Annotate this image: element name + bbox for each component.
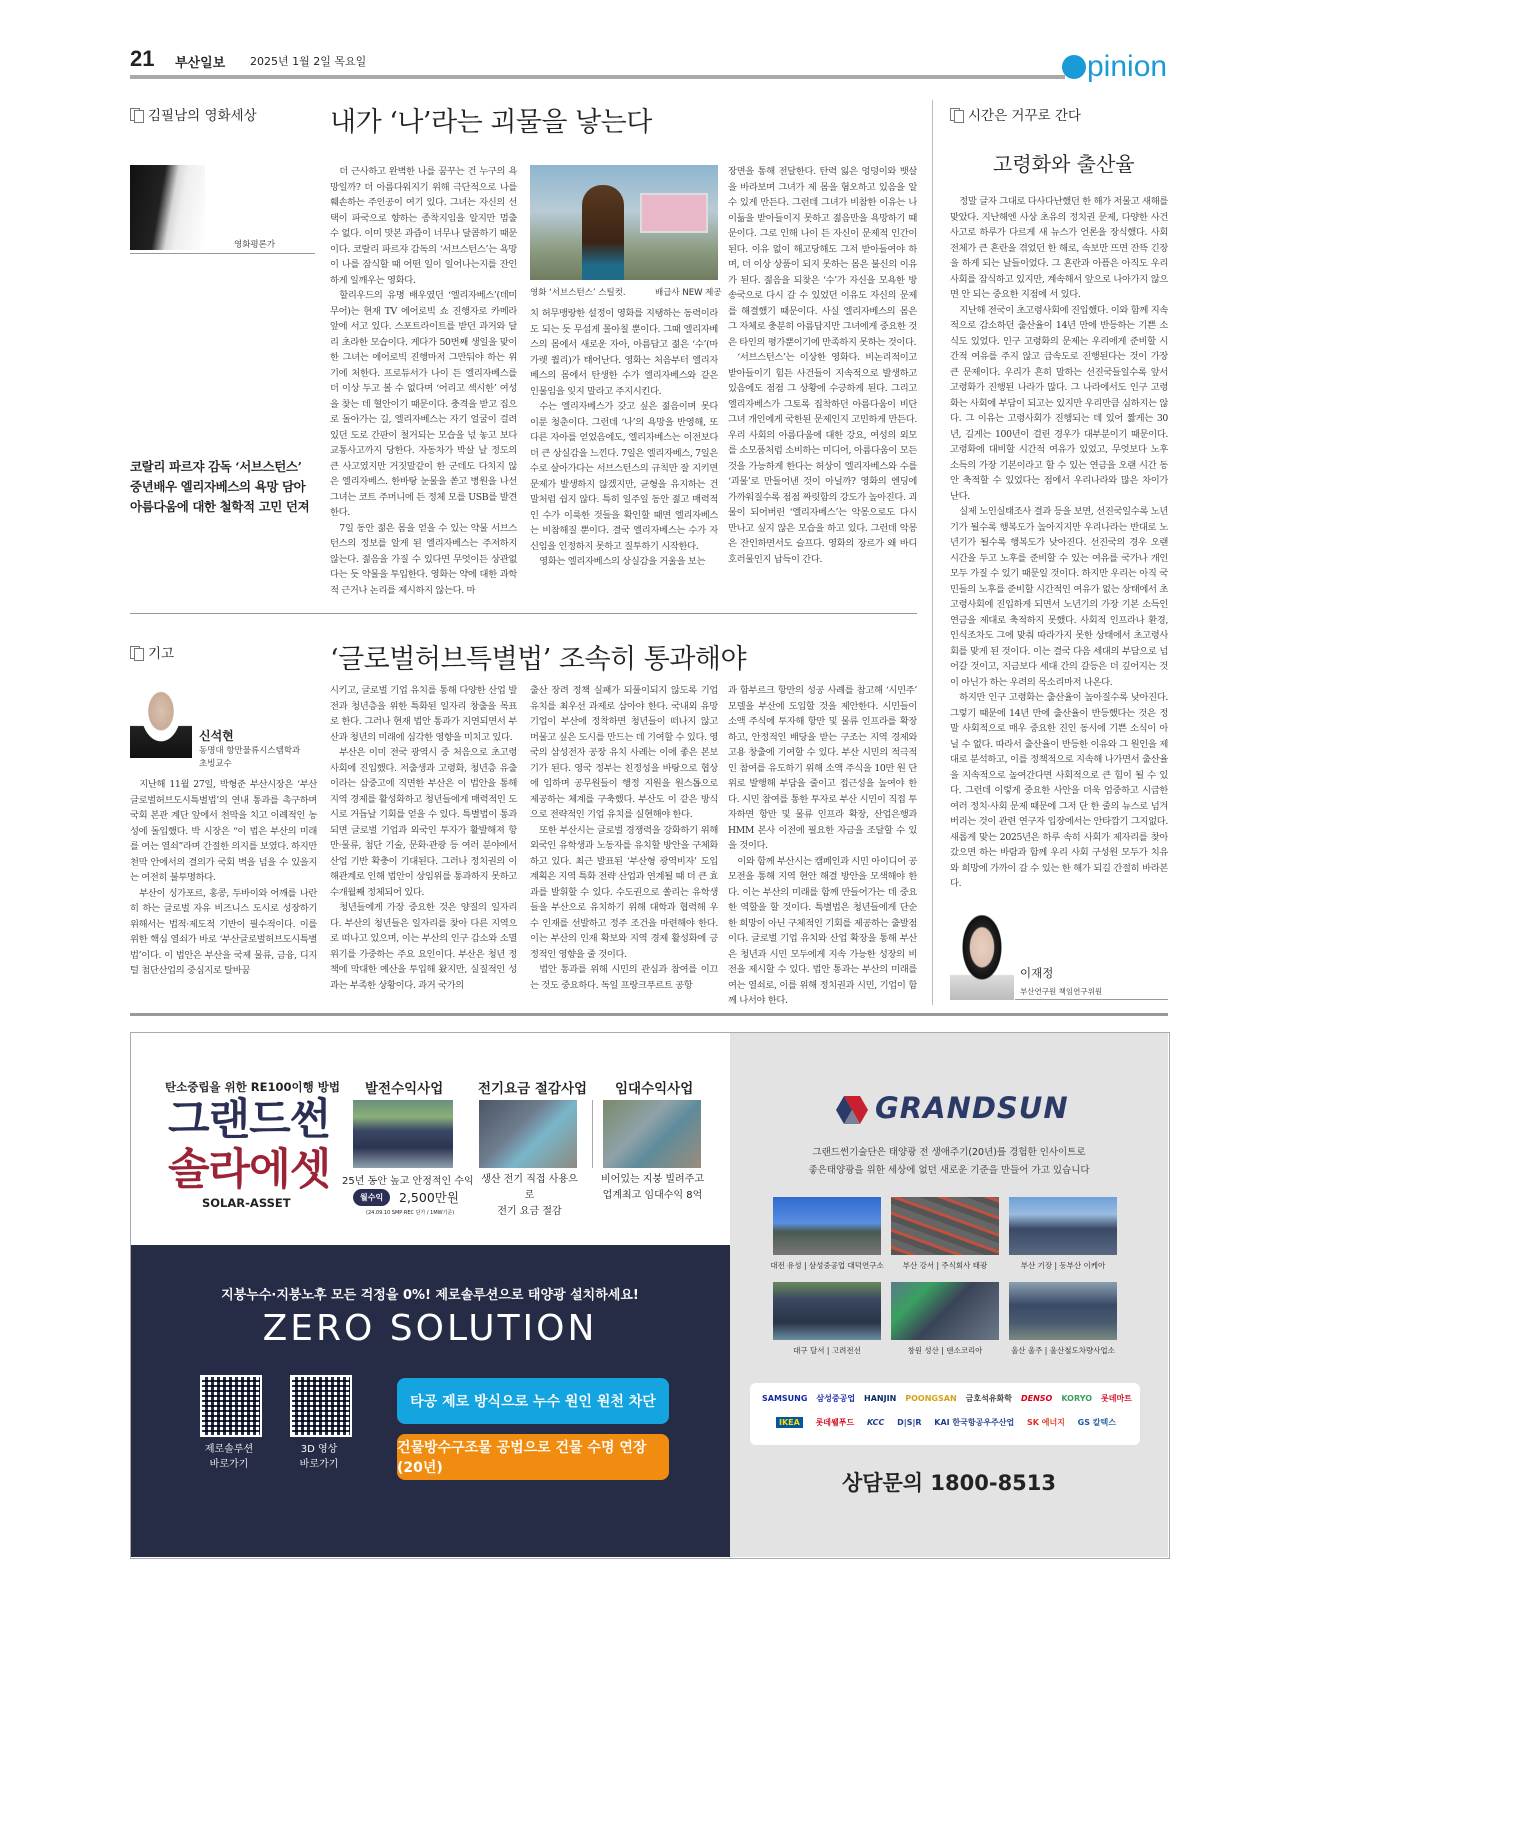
qr-label-1: 제로솔루션 바로가기 xyxy=(204,1444,254,1470)
service-title-1: 발전수익사업 xyxy=(365,1081,444,1097)
issue-date: 2025년 1월 2일 목요일 xyxy=(250,55,367,68)
partner-logo: 롯데마트 xyxy=(1101,1394,1132,1403)
photo-credit: 배급사 NEW 제공 xyxy=(655,288,722,298)
article3-body: 정말 글자 그대로 다사다난했던 한 해가 저물고 새해를 맞았다. 지난해엔 사상 초유의 정치권 문제, 다양한 사건 사고로 하루가 다르게 새 뉴스가 언론을 장식했다. 사회 전체가 큰 혼란을 겪었던 한 해로, 속보만 뜨면 잔뜩 긴장을 하게 되는 날들이었다. 그 혼란과 아픔은 아직도 우리 사회를 잠식하고 있지만, 계속해서 앞으로 나아가지 않으면 안 되는 중요한 지점에 서 있다. 지난해 전국이 초고령사회에 진입했다. 이와 함께 지속적으로 감소하던 출산율이 14년 만에 반등하는 기쁜 소식도 있었다. 인구 고령화의 문제는 우리에게 준비할 시간적 여유를 주지 않고 급속도로 진행된다는 것이 가장 큰 문제이다. 우리가 흔히 말하는 선진국들일수록 앞서 고령화가 진행된 나라가 많다. 그 나라에서도 인구 고령화는 사회에 부담이 되고는 있지만 우리만큼 심하지는 않다. 그 이유는 고령사회가 진행되는 데 있어 짧게는 30년, 길게는 100년이 걸린 경우가 대부분이기 때문이다. 고령화에 대비할 시간적 여유가 있었고, 무엇보다 노후 소득의 가장 기본이라고 할 수 있는 연금을 오랜 시간 동안 축적할 수 있었다는 점에서 우리나라와 많은 차이가 난다. 실제 노인실태조사 결과 등을 보면, 선진국일수록 노년기가 될수록 행복도가 높아지지만 우리나라는 반대로 노년기가 될수록 행복도가 낮아진다. 선진국의 경우 오랜 시간을 두고 노후를 준비할 수 있는 여유를 국가나 개인 모두 가질 수 있기 때문일 것이다. 하지만 우리는 아직 국민들의 노후를 준비할 시간적인 여유가 없는 상태에서 초고령사회에 진입하게 되면서 노년기의 가장 기본 소득인 연금을 제대로 축적하지 못했다. 사회적 인프라나 환경, 인식조차도 그에 맞춰 따라가지 못한 상태에서 초고령사회를 맞게 된 것이다. 이는 결국 다음 세대의 부담으로 넘어갈 것이고, 지금보다 세대 간의 갈등은 더 깊어지는 것이 아닌가 하는 우려의 목소리마저 나온다. 하지만 인구 고령화는 출산율이 높아질수록 낮아진다. 그렇기 때문에 14년 만에 출산율이 반등했다는 것은 정말 사회적으로 매우 중요한 진인 동시에 기쁜 소식이 아닐 수 없다. 따라서 출산율이 반등한 이유와 그 원인을 제대로 분석하고, 이를 정책적으로 지속해 나가면서 출산율을 지속적으로 높여간다면 사회적으로 큰 힘이 될 수 있다. 그런데 이렇게 중요한 사안을 더욱 엄중하고 시급한 여러 정치·사회 문제 때문에 그저 단 한 줄의 뉴스로 넘겨 버리는 것이 관련 연구자 입장에서는 안타깝기 그지없다. 새롭게 맞는 2025년은 하루 속히 사회가 제자리를 찾아갔으면 하는 바람과 함께 우리 사회 구성원 모두가 치유와 희망에 가까이 갈 수 있는 한 해가 되길 간절히 바라본다. xyxy=(950,196,1168,889)
ad-separator-rule xyxy=(130,1013,1168,1016)
grandsun-logo-text: GRANDSUN xyxy=(875,1091,1069,1125)
qr-label-2: 3D 영상 바로가기 xyxy=(299,1444,339,1470)
service-desc-3: 비어있는 지붕 빌려주고 업계최고 임대수익 8억 xyxy=(601,1174,704,1201)
book-icon xyxy=(130,645,144,659)
partner-logo: IKEA xyxy=(776,1417,803,1428)
article2-headline: ‘글로벌허브특별법’ 조속히 통과해야 xyxy=(330,644,747,675)
partner-logo: SAMSUNG xyxy=(762,1394,808,1403)
monthly-income-note: (24.09.10 SMP·REC 단가 / 1MW기준) xyxy=(366,1210,455,1216)
article2-col3: 출산 장려 정책 실패가 되풀이되지 않도록 기업 유치를 최우선 과제로 삼아야 한다. 국내외 유망 기업이 부산에 정착하면 청년들이 떠나지 않고 머물고 싶은 도시를 만드는 데 기여할 수 있다. 영국의 삼성전자 공장 유치 사례는 이에 좋은 본보기가 된다. 영국 정부는 친정성을 바탕으로 협상에 임하며 공무원들이 행정 지원을 원스톱으로 제공하는 체계를 구축했다. 부산도 이 같은 방식으로 전략적인 기업 유치를 실현해야 한다. 또한 부산시는 글로벌 경쟁력을 강화하기 위해 외국인 유학생과 노동자를 유치할 방안을 구체화하고 있다. 최근 발표된 ‘부산형 광역비자’ 도입 계획은 지역 특화 전략 산업과 연계될 때 더 큰 효과를 발휘할 수 있다. 수도권으로 쏠리는 유학생들을 부산으로 유치하기 위해 대학과 협력해 우수 인재를 선발하고 정주 조건을 마련해야 한다. 이는 부산의 인재 확보와 지역 경제 활성화에 긍정적인 영향을 줄 것이다. 법안 통과를 위해 시민의 관심과 참여를 이끄는 것도 중요하다. 독일 프랑크푸르트 공항 xyxy=(530,685,718,991)
author-affiliation: 동명대 항만물류시스템학과 초빙교수 xyxy=(199,746,301,769)
contact-phone[interactable]: 상담문의 1800-8513 xyxy=(841,1471,1057,1495)
author-name: 이재정 xyxy=(1020,966,1054,980)
building-lifespan-button[interactable]: 건물방수구조물 공법으로 건물 수명 연장(20년) xyxy=(397,1434,669,1480)
project-caption-1: 대전 유성 | 삼성중공업 대덕연구소 xyxy=(770,1261,884,1270)
partner-logo: 롯데웰푸드 xyxy=(815,1418,855,1427)
author-rule xyxy=(130,253,315,254)
article1-deck: 코랄리 파르쟈 감독 ‘서브스턴스’ 중년배우 엘리자베스의 욕망 담아 아름다움에 대한 철학적 고민 던져 xyxy=(130,459,310,514)
article-divider xyxy=(130,613,917,614)
partner-logo: KCC xyxy=(866,1418,885,1427)
paper-name: 부산일보 xyxy=(175,56,226,71)
book-icon xyxy=(950,107,964,121)
photo-figure xyxy=(582,185,624,280)
ad-brand-en: SOLAR-ASSET xyxy=(202,1196,291,1210)
column-divider xyxy=(932,100,933,1005)
partner-logo: GS 칼텍스 xyxy=(1077,1418,1116,1427)
grandsun-description: 그랜드썬기술단은 태양광 전 생애주기(20년)를 경험한 인사이트로 좋은태양광을 위한 세상에 없던 새로운 기준을 만들어 가고 있습니다 xyxy=(808,1147,1090,1176)
header-rule xyxy=(130,75,1065,79)
zero-solution-brand: ZERO SOLUTION xyxy=(262,1308,598,1349)
opinion-o-mark xyxy=(1062,55,1086,79)
book-icon xyxy=(130,107,144,121)
service-desc-1: 25년 동안 높고 안정적인 수익 xyxy=(342,1176,474,1187)
ad-brand-line1: 그랜드썬 xyxy=(168,1095,331,1145)
partner-logo: SK 에너지 xyxy=(1026,1418,1065,1427)
ad-brand-line2: 솔라에셋 xyxy=(168,1145,331,1195)
column-label-movie: 김필남의 영화세상 xyxy=(130,104,257,124)
project-caption-5: 창원 성산 | 덴소코리아 xyxy=(907,1346,983,1355)
ad-frame xyxy=(130,1032,1170,1559)
partner-logo: HANJIN xyxy=(864,1394,897,1403)
project-caption-6: 울산 울주 | 울산철도차량사업소 xyxy=(1011,1346,1115,1355)
partner-logo: KORYO xyxy=(1061,1394,1093,1403)
monthly-income-badge: 월수익 xyxy=(353,1189,390,1206)
service-title-3: 임대수익사업 xyxy=(615,1081,694,1097)
article2-col1: 지난해 11월 27일, 박형준 부산시장은 ‘부산글로벌허브도시특별법’의 연내 통과를 촉구하며 국회 본관 계단 앞에서 천막을 치고 이례적인 농성에 돌입했다. 박 시장은 “이 법은 부산의 미래를 여는 열쇠”라며 간절한 의지를 보였다. 하지만 천막 안에서의 결의가 국회 벽을 넘을 수 있을지는 여전히 불투명하다. 부산이 싱가포르, 홍콩, 두바이와 어깨를 나란히 하는 글로벌 자유 비즈니스 도시로 성장하기 위해서는 법적·제도적 기반이 필수적이다. 이를 위한 핵심 열쇠가 바로 ‘부산글로벌허브도시특별법’이다. 이 법안은 부산을 국제 물류, 금융, 디지털 첨단산업의 중심지로 탈바꿈 xyxy=(130,779,317,976)
leak-prevention-button[interactable]: 타공 제로 방식으로 누수 원인 원천 차단 xyxy=(397,1378,669,1424)
author-rule xyxy=(1015,999,1168,1000)
partner-logo: 삼성중공업 xyxy=(816,1394,856,1403)
article2-col4: 과 함부르크 항만의 성공 사례를 참고해 ‘시민주’ 모델을 부산에 도입할 것을 제안한다. 시민들이 소액 주식에 투자해 항만 및 물류 인프라를 확장하고, 안정적인 배당을 받는 구조는 지역 경제와 고용 창출에 기여할 수 있다. 부산 시민의 적극적인 참여를 유도하기 위해 소액 주식을 10만 원 단위로 발행해 부담을 줄이고 접근성을 높여야 한다. 시민 참여를 통한 투자로 부산 시민이 직접 투자하면 항만 및 물류 인프라 확장, 산업은행과 HMM 본사 이전에 필요한 자금을 조달할 수 있을 것이다. 이와 함께 부산시는 캠페인과 시민 아이디어 공모전을 통해 지역 현안 해결 방안을 모색해야 한다. 이는 부산의 미래를 함께 만들어가는 데 중요한 역할을 할 것이다. 특별법은 청년들에게 단순한 희망이 아닌 구체적인 기회를 제공하는 출발점이다. 글로벌 기업 유치와 산업 확장을 통해 부산은 청년과 시민 모두에게 지속 가능한 성장의 비전을 제시할 수 있다. 법안 통과는 부산의 미래를 여는 열쇠로, 이를 위해 정치권과 시민, 기업이 함께 나서야 한다. xyxy=(728,685,917,1005)
zero-solution-headline: 지붕누수·지붕노후 모든 걱정을 0%! 제로솔루션으로 태양광 설치하세요! xyxy=(221,1288,639,1303)
column-label-time: 시간은 거꾸로 간다 xyxy=(950,104,1081,124)
column-label-contribution: 기고 xyxy=(130,642,174,662)
partner-logo: D|S|R xyxy=(897,1418,922,1427)
service-title-2: 전기요금 절감사업 xyxy=(478,1081,588,1097)
article1-headline: 내가 ‘나’라는 괴물을 낳는다 xyxy=(330,107,652,138)
partner-logo: POONGSAN xyxy=(905,1394,957,1403)
project-caption-2: 부산 강서 | 주식회사 태광 xyxy=(902,1261,988,1270)
article2-col2: 시키고, 글로벌 기업 유치를 통해 다양한 산업 발전과 청년층을 위한 특화된 일자리 창출을 목표로 한다. 그러나 현재 법안 통과가 지연되면서 부산과 청년의 미래에 심각한 영향을 미치고 있다. 부산은 이미 전국 광역시 중 처음으로 초고령사회에 진입했다. 저출생과 고령화, 청년층 유출이라는 삼중고에 직면한 부산은 이 법안을 통해 지역 경제를 활성화하고 청년들에게 매력적인 도시로 거듭날 기회를 얻을 수 있다. 특별법이 통과되면 글로벌 기업과 외국인 투자가 활발해져 항만·물류, 첨단 기술, 문화·관광 등 여러 분야에서 산업 기반 확충이 기대된다. 그러나 정치권의 이해관계로 인해 법안이 상임위를 통과하지 못하고 수개월째 정체되어 있다. 청년들에게 가장 중요한 것은 양질의 일자리다. 부산의 청년들은 일자리를 찾아 다른 지역으로 떠나고 있으며, 이는 부산의 인구 감소와 소멸 위기를 가중하는 주요 요인이다. 부산은 청년 정책에 막대한 예산을 투입해 왔지만, 실질적인 성과는 부족한 상황이다. 과거 국가의 xyxy=(330,685,517,991)
author-name: 신석현 xyxy=(199,729,234,743)
author-photo-lee xyxy=(950,915,1014,1000)
project-caption-3: 부산 기장 | 동부산 이케아 xyxy=(1020,1261,1106,1270)
article1-col3: 장면을 통해 전달한다. 탄력 잃은 엉덩이와 뱃살을 바라보며 그녀가 제 몸을 혐오하고 있음을 알 수 있게 만든다. 그런데 그녀가 비참한 이유는 나이듦을 받아들이지 못하고 젊음만을 욕망하기 때문이다. 그로 인해 나이 든 자신이 문제적 인간이 된다. 이유 없이 해고당해도 그저 받아들여야 하며, 더 이상 상품이 되지 못하는 몸은 불신의 이유가 된다. 젊음을 되찾은 ‘수’가 자신을 모욕한 방송국으로 다시 갈 수 있었던 이유도 자신의 문제를 해결했기 때문이다. 사실 엘리자베스의 몸은 그 자체로 충분히 아름답지만 그녀에게 중요한 것은 타인의 평가뿐이기에 만족하지 못하는 것이다. ‘서브스턴스’는 이상한 영화다. 비논리적이고 받아들이기 힘든 사건들이 지속적으로 발생하고 있음에도 점점 그 상황에 수긍하게 된다. 그리고 엘리자베스가 그토록 집착하던 아름다움이 비단 그녀 개인에게 국한된 문제인지 고민하게 만든다. 우리 사회의 아름다움에 대한 강요, 여성의 외모를 소모품처럼 소비하는 미디어, 아름다움이 모든 것을 가능하게 한다는 허상이 엘리자베스와 수를 ‘괴물’로 만들어낸 것이 아닐까? 영화의 엔딩에 가까워질수록 점점 짜릿함의 강도가 높아진다. 괴물이 되어버린 ‘엘리자베스’는 악몽으로도 다시 만나고 싶지 않은 모습을 하고 있다. 그런데 악몽은 잔인하면서도 슬프다. 영화의 장르가 왜 바디 호러물인지 납득이 간다. xyxy=(728,166,917,565)
author-photo-shin xyxy=(130,686,192,758)
article1-col1: 더 근사하고 완벽한 나를 꿈꾸는 건 누구의 욕망일까? 더 아름다워지기 위해 극단적으로 나를 훼손하는 주인공이 여기 있다. 그녀는 자신의 선택이 파국으로 향하는 종착지임을 알지만 멈출 수 없다. 이미 맛본 과즙이 너무나 달콤하기 때문이다. 코랄리 파르쟈 감독의 ‘서브스턴스’는 욕망이 나를 잠식할 때 어떤 일이 일어나는지를 잔인하게 일깨우는 영화다. 할리우드의 유명 배우였던 ‘엘리자베스’(데미 무어)는 현재 TV 에어로빅 쇼 진행자로 카메라 앞에 서고 있다. 스포트라이트를 받던 과거와 달리 초라한 모습이다. 게다가 50번째 생일을 맞이한 그녀는 에어로빅 진행마저 그만둬야 하는 위기에 처한다. 프로듀서가 나이 든 엘리자베스를 더 이상 두고 볼 수 없다며 ‘어리고 섹시한’ 여성을 찾는 데 혈안이기 때문이다. 충격을 받고 집으로 돌아가는 길, 엘리자베스는 자기 얼굴이 걸려 있던 도로 간판이 철거되는 모습을 넋 놓고 보다 교통사고까지 당한다. 자동차가 박살 날 정도의 큰 사고였지만 거짓말같이 한 군데도 다치지 않은 엘리자베스. 한바탕 눈물을 쏟고 병원을 나선 그녀는 코트 주머니에 든 정체 모를 USB를 발견한다. 7일 동안 젊은 몸을 얻을 수 있는 약물 서브스턴스의 정보를 알게 된 엘리자베스는 주저하지 않는다. 젊음을 가질 수 있다면 무엇이든 상관없다는 듯 약물을 투입한다. 영화는 약에 대한 과학적 근거나 논리를 제시하지 않는다. 마 xyxy=(330,166,517,596)
page-number: 21 xyxy=(130,46,155,71)
partner-logo: KAI 한국항공우주산업 xyxy=(934,1418,1015,1427)
photo-billboard xyxy=(640,193,708,233)
article3-headline: 고령화와 출산율 xyxy=(993,152,1135,176)
author-role: 영화평론가 xyxy=(234,240,276,250)
partner-logo: DENSO xyxy=(1020,1394,1053,1403)
author-affiliation: 부산연구원 책임연구위원 xyxy=(1020,987,1103,996)
partner-logo: 금호석유화학 xyxy=(965,1394,1012,1403)
author-photo-kim xyxy=(130,165,205,250)
photo-caption: 영화 ‘서브스턴스’ 스틸컷. xyxy=(530,288,626,298)
project-caption-4: 대구 달서 | 고려전선 xyxy=(793,1346,861,1355)
ad-tagline: 탄소중립을 위한 RE100이행 방법 xyxy=(165,1080,340,1094)
service-desc-2: 생산 전기 직접 사용으로 전기 요금 절감 xyxy=(481,1174,578,1217)
movie-still-photo xyxy=(530,165,718,280)
article1-col2: 치 허무맹랑한 설정이 영화를 지탱하는 동력이라도 되는 듯 무섭게 몰아칠 뿐이다. 그때 엘리자베스의 몸에서 새로운 자아, 아름답고 젊은 ‘수’(마가렛 퀄리)가 태어난다. 영화는 처음부터 엘리자베스의 몸에서 탄생한 수가 엘리자베스와 같은 인물임을 잊지 말라고 주지시킨다. 수는 엘리자베스가 갖고 싶은 젊음이며 못다 이룬 청춘이다. 그런데 ‘나’의 욕망을 반영해, 또 다른 자아를 얻었음에도, 엘리자베스는 이전보다 더 큰 상실감을 느낀다. 7일은 엘리자베스, 7일은 수로 살아가다는 서브스턴스의 규칙만 잘 지키면 문제가 발생하지 않겠지만, 균형을 유지하는 건 말처럼 쉽지 않다. 특히 일주일 동안 젊고 매력적인 수가 이룩한 것들을 확인할 때면 엘리자베스는 비참해질 뿐이다. 결국 엘리자베스는 수가 자신임을 인정하지 못하고 질투하기 시작한다. 영화는 엘리자베스의 상실감을 거울을 보는 xyxy=(530,308,718,567)
monthly-income-amount: 2,500만원 xyxy=(399,1190,459,1205)
section-logo-opinion: pinion xyxy=(1062,50,1167,84)
